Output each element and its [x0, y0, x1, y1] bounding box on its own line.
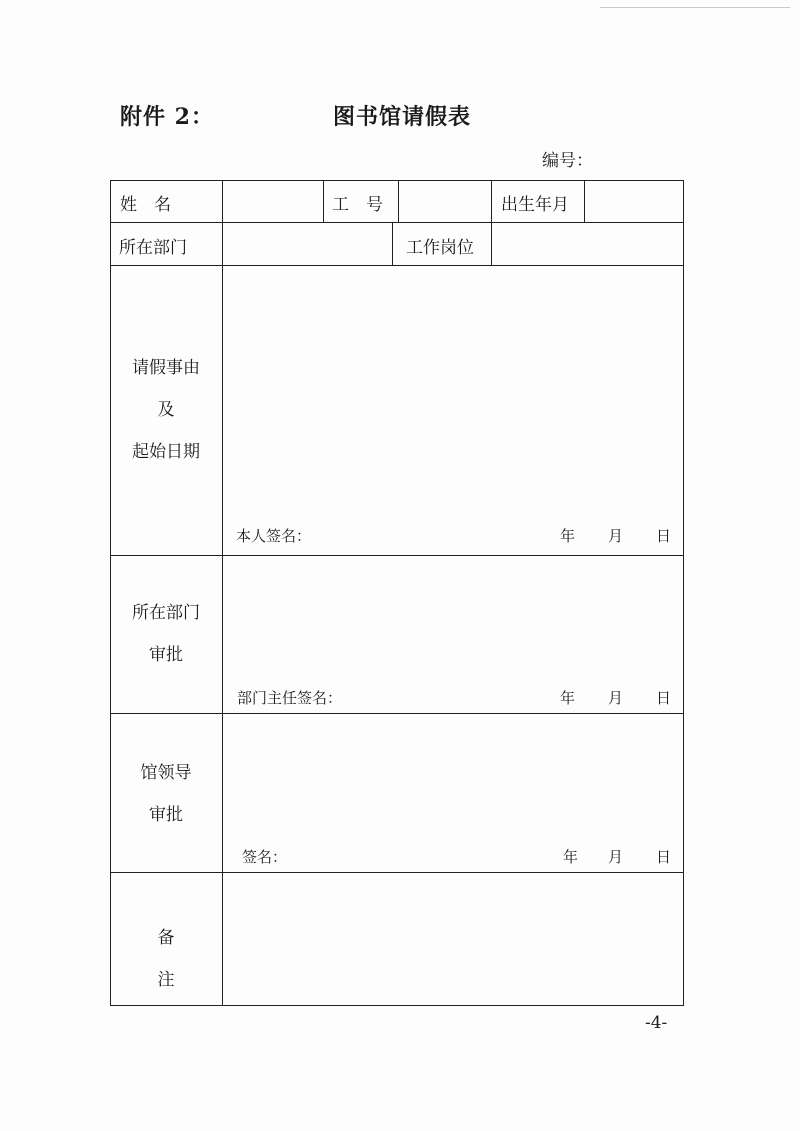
dept-approval-date-day: 日	[656, 689, 672, 707]
leave-form-table	[110, 180, 684, 1006]
dept-approval-date-year: 年	[560, 689, 576, 707]
row1-divider-c	[491, 180, 492, 222]
applicant-date-day: 日	[656, 527, 672, 545]
label-column-divider	[222, 180, 223, 1006]
dept-approval-label: 所在部门 审批	[132, 603, 200, 665]
leader-approval-date-day: 日	[656, 848, 672, 866]
row1-divider-b	[398, 180, 399, 222]
leader-signature-label: 签名：	[242, 848, 288, 866]
post-field[interactable]	[493, 223, 682, 264]
attachment-label: 附件 2：	[120, 104, 214, 130]
row1-divider-d	[584, 180, 585, 222]
serial-number	[542, 146, 653, 171]
birth-field[interactable]	[586, 181, 682, 221]
page-number: -4-	[645, 1013, 668, 1033]
remarks-field[interactable]	[224, 873, 682, 1004]
row2-divider-b	[491, 222, 492, 265]
name-field[interactable]	[224, 181, 322, 221]
leave-reason-field[interactable]	[224, 266, 682, 516]
leader-approval-date-month: 月	[608, 848, 624, 866]
border-right	[683, 180, 684, 1006]
applicant-date-year: 年	[560, 527, 576, 545]
row1-divider-a	[323, 180, 324, 222]
birth-label: 出生年月	[501, 195, 569, 215]
leader-approval-date-year: 年	[563, 848, 579, 866]
dept-approval-field[interactable]	[224, 556, 682, 676]
leader-approval-field[interactable]	[224, 714, 682, 834]
applicant-signature-label: 本人签名：	[236, 527, 312, 545]
name-label: 姓 名	[120, 195, 171, 215]
dept-label: 所在部门	[119, 238, 187, 258]
form-title: 图书馆请假表	[333, 104, 472, 130]
dept-approval-date-month: 月	[608, 689, 624, 707]
border-bottom	[110, 1005, 684, 1006]
dept-head-signature-label: 部门主任签名：	[237, 689, 343, 707]
scan-top-rule	[600, 7, 790, 8]
staff-id-field[interactable]	[400, 181, 490, 221]
dept-field[interactable]	[224, 223, 391, 264]
staff-id-label: 工 号	[332, 195, 383, 215]
row2-divider-a	[392, 222, 393, 265]
remarks-label: 备 注	[157, 928, 175, 990]
leader-approval-label: 馆领导 审批	[140, 763, 192, 825]
serial-label: 编号：	[542, 151, 593, 171]
leave-reason-label: 请假事由 及 起始日期	[132, 358, 200, 462]
post-label: 工作岗位	[406, 238, 474, 258]
applicant-date-month: 月	[608, 527, 624, 545]
